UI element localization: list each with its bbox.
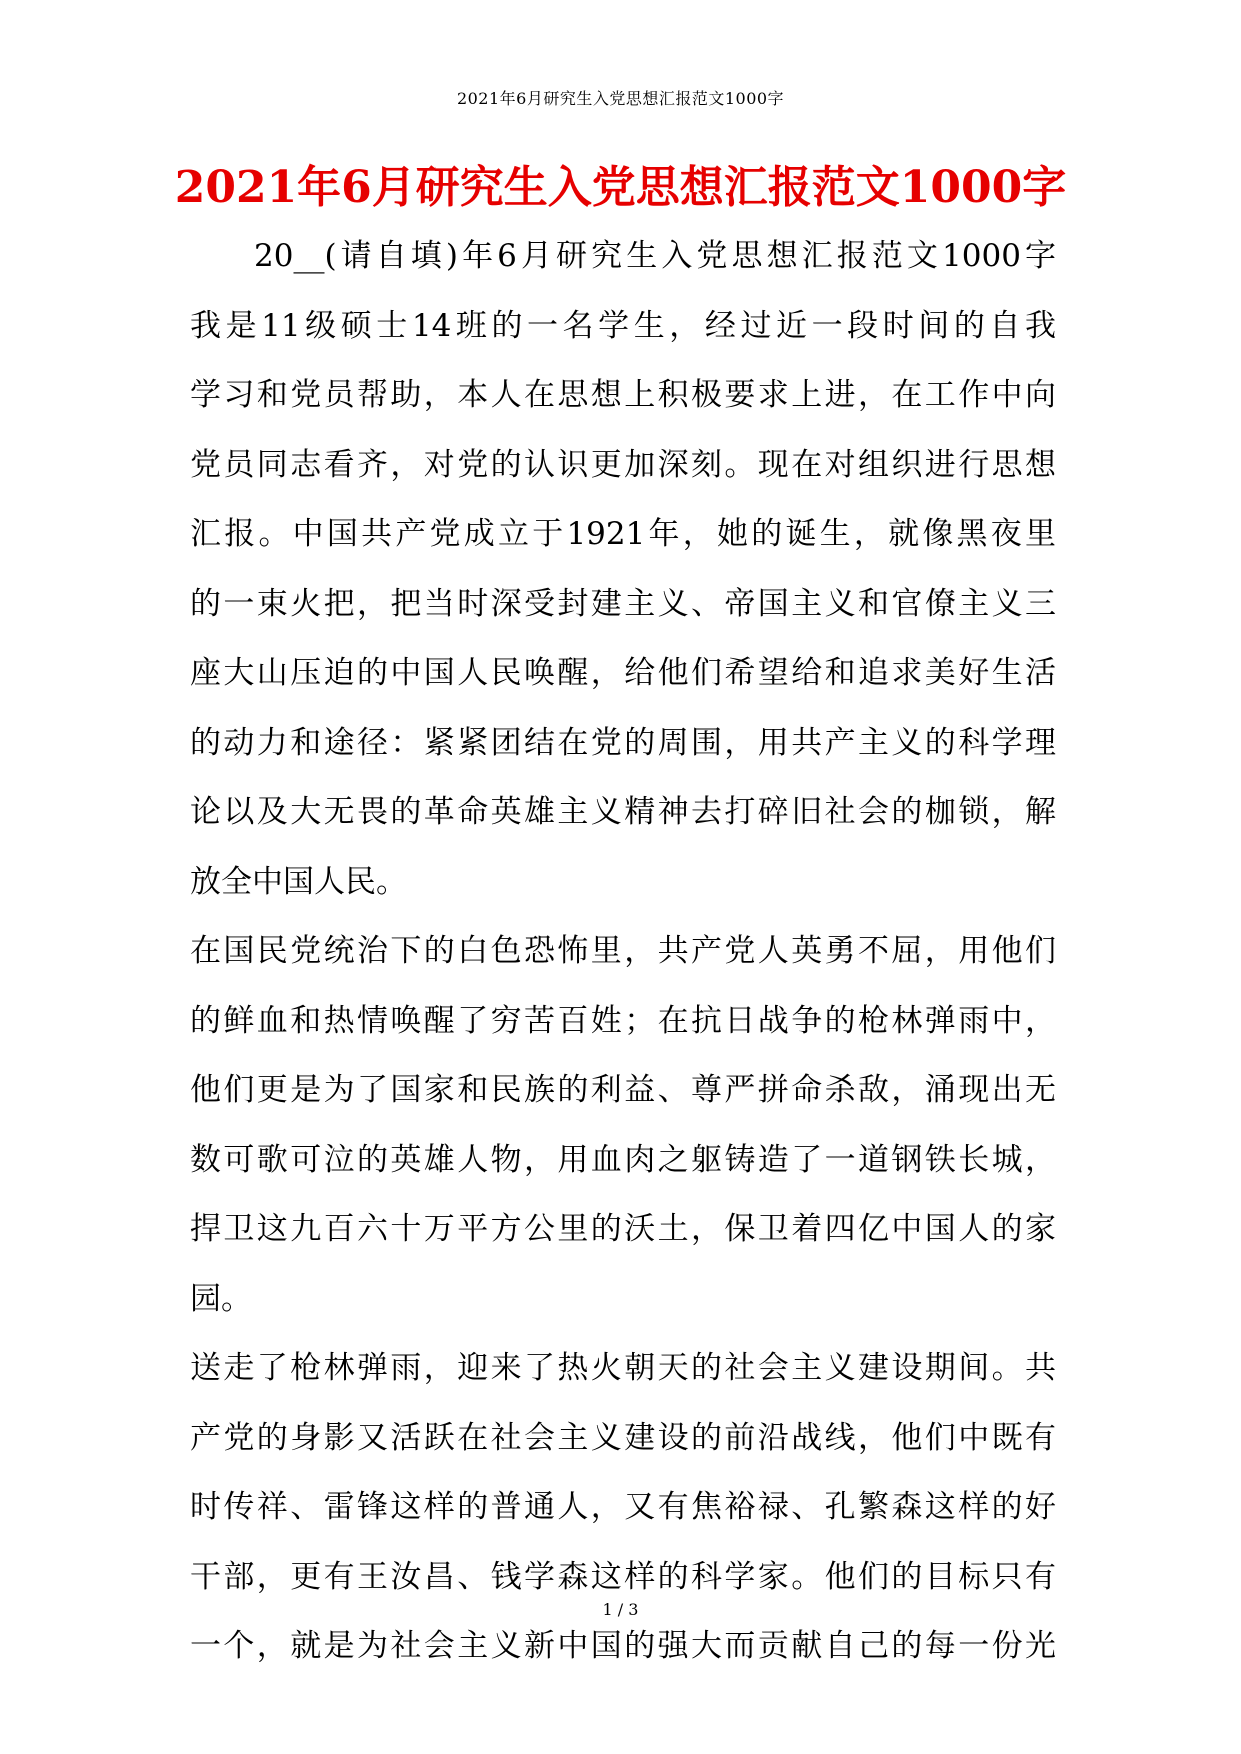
- body-line: 数可歌可泣的英雄人物，用血肉之躯铸造了一道钢铁长城，: [190, 1141, 1056, 1178]
- body-line: 的动力和途径：紧紧团结在党的周围，用共产主义的科学理: [190, 724, 1056, 761]
- body-line: 学习和党员帮助，本人在思想上积极要求上进，在工作中向: [190, 377, 1056, 413]
- body-line: 党员同志看齐，对党的认识更加深刻。现在对组织进行思想: [190, 446, 1056, 483]
- body-line: 在国民党统治下的白色恐怖里，共产党人英勇不屈，用他们: [190, 933, 1056, 969]
- body-line: 产党的身影又活跃在社会主义建设的前沿战线，他们中既有: [190, 1419, 1056, 1456]
- body-line: 送走了枪林弹雨，迎来了热火朝天的社会主义建设期间。共: [190, 1350, 1056, 1386]
- running-header: 2021年6月研究生入党思想汇报范文1000字: [456, 89, 785, 108]
- body-line: 的鲜血和热情唤醒了穷苦百姓；在抗日战争的枪林弹雨中，: [190, 1002, 1056, 1039]
- body-line: 汇报。中国共产党成立于1921年，她的诞生，就像黑夜里: [190, 516, 1056, 552]
- page-number: 1 / 3: [602, 1600, 639, 1619]
- body-line: 时传祥、雷锋这样的普通人，又有焦裕禄、孔繁森这样的好: [190, 1489, 1056, 1525]
- body-line: 干部，更有王汝昌、钱学森这样的科学家。他们的目标只有: [190, 1558, 1056, 1595]
- body-line: 的一束火把，把当时深受封建主义、帝国主义和官僚主义三: [190, 585, 1056, 622]
- body-line: 他们更是为了国家和民族的利益、尊严拼命杀敌，涌现出无: [190, 1072, 1056, 1108]
- body-line: 20__(请自填)年6月研究生入党思想汇报范文1000字: [254, 238, 1056, 274]
- document-title: 2021年6月研究生入党思想汇报范文1000字: [174, 162, 1067, 213]
- body-line: 论以及大无畏的革命英雄主义精神去打碎旧社会的枷锁，解: [190, 794, 1056, 830]
- body-line: 我是11级硕士14班的一名学生，经过近一段时间的自我: [190, 307, 1056, 344]
- document-body: [190, 222, 1056, 1682]
- body-line: 园。: [190, 1280, 252, 1317]
- body-line: 座大山压迫的中国人民唤醒，给他们希望给和追求美好生活: [190, 655, 1056, 691]
- body-line: 捍卫这九百六十万平方公里的沃土，保卫着四亿中国人的家: [190, 1211, 1056, 1247]
- body-line: 放全中国人民。: [190, 863, 407, 900]
- body-line: 一个，就是为社会主义新中国的强大而贡献自己的每一份光: [190, 1628, 1056, 1664]
